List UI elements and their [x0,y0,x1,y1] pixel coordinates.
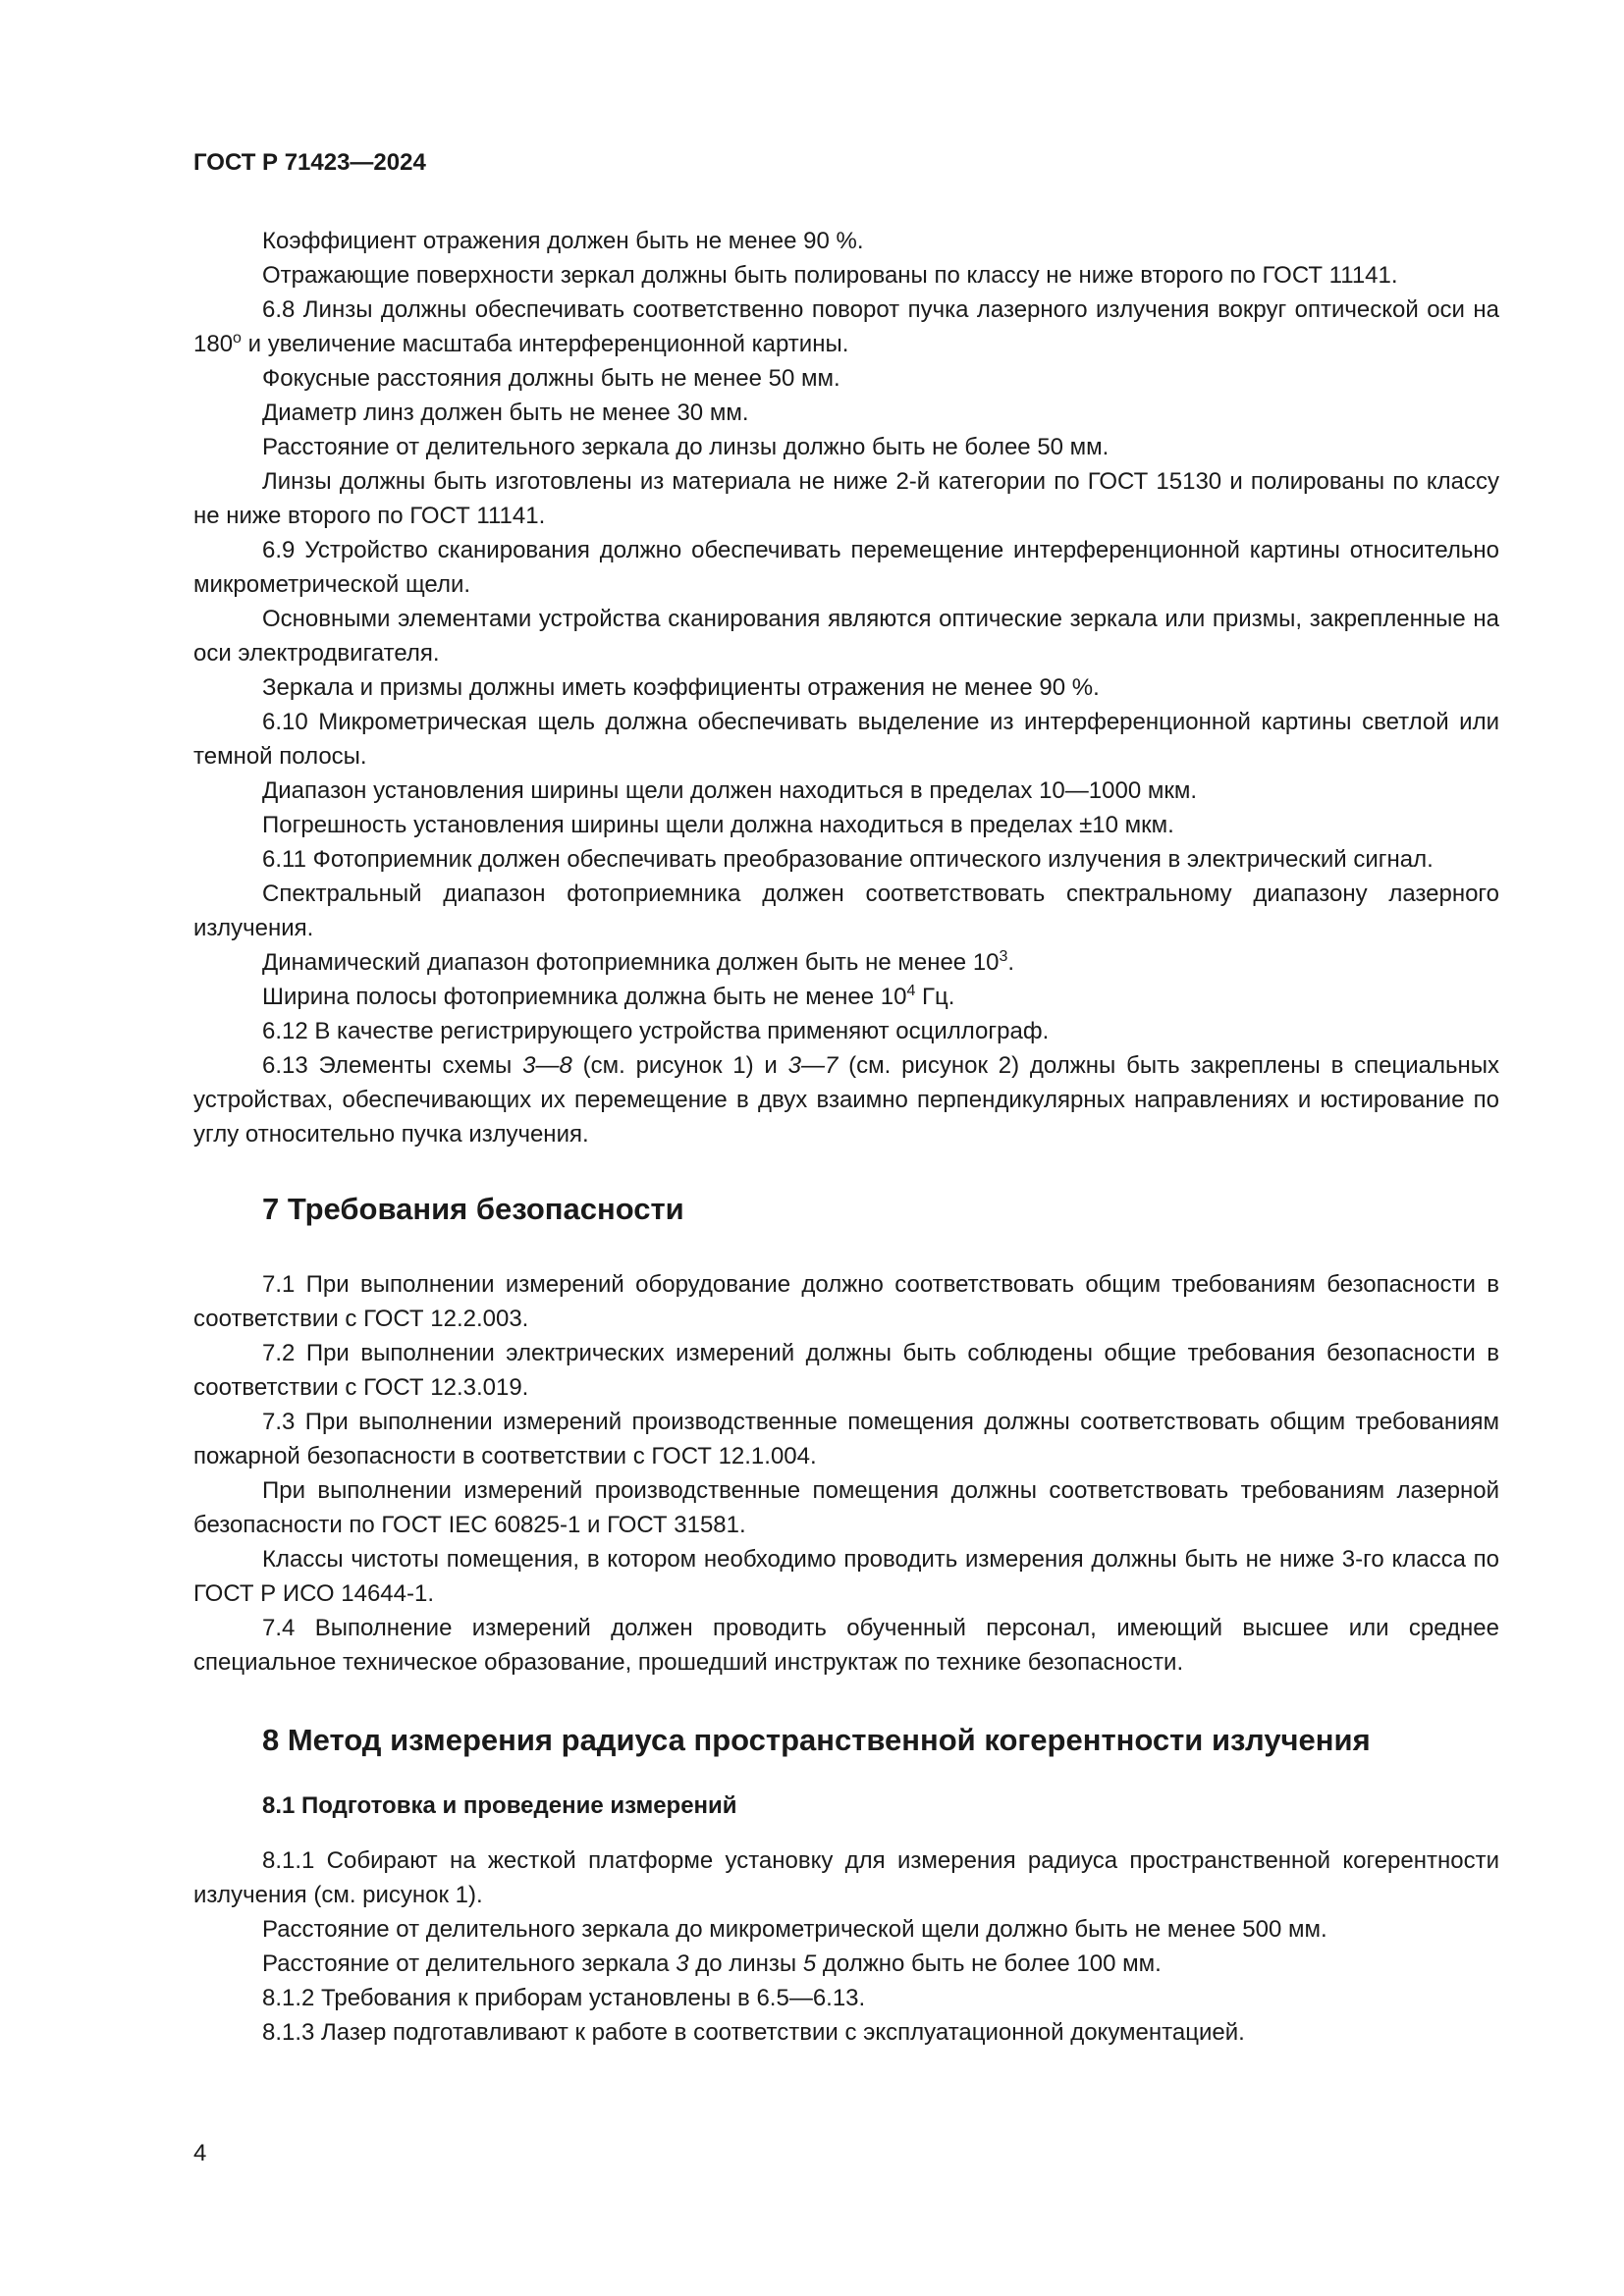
paragraph: Коэффициент отражения должен быть не менее 90 %. [262,228,864,254]
paragraph: При выполнении измерений производственные помещения должны соответствовать требованиям лазерной безопасности по ГОСТ IEC 60825-1 и ГОСТ 31581. [193,1477,1499,1538]
clause-6-11: 6.11 Фотоприемник должен обеспечивать преобразование оптического излучения в электрический сигнал. [262,846,1434,873]
clause-6-8: 6.8 Линзы должны обеспечивать соответственно поворот пучка лазерного излучения вокруг оптической оси на $180^о$ и увеличение масштаба интерференционной картины. [193,296,1499,357]
paragraph: Погрешность установления ширины щели должна находиться в пределах ±10 мкм. [262,812,1174,838]
paragraph: Классы чистоты помещения, в котором необходимо проводить измерения должны быть не ниже 3-го класса по ГОСТ Р ИСО 14644-1. [193,1546,1499,1607]
paragraph: Линзы должны быть изготовлены из материала не ниже 2-й категории по ГОСТ 15130 и полированы по классу не ниже второго по ГОСТ 11141. [193,468,1499,529]
document-header: ГОСТ Р 71423—2024 [193,149,426,176]
paragraph: Основными элементами устройства сканирования являются оптические зеркала или призмы, закрепленные на оси электродвигателя. [193,606,1499,667]
clause-7-1: 7.1 При выполнении измерений оборудование должно соответствовать общим требованиям безопасности в соответствии с ГОСТ 12.2.003. [193,1271,1499,1332]
paragraph: Ширина полосы фотоприемника должна быть не менее $10^4$ Гц. [262,983,955,1010]
clause-7-2: 7.2 При выполнении электрических измерений должны быть соблюдены общие требования безопасности в соответствии с ГОСТ 12.3.019. [193,1340,1499,1401]
page-body [193,224,1499,2050]
clause-6-10: 6.10 Микрометрическая щель должна обеспечивать выделение из интерференционной картины светлой или темной полосы. [193,709,1499,770]
section-7-heading: 7 Требования безопасности [262,1192,684,1226]
clause-7-4: 7.4 Выполнение измерений должен проводить обученный персонал, имеющий высшее или среднее специальное техническое образование, прошедший инструктаж по технике безопасности. [193,1615,1499,1676]
subsection-8-1-heading: 8.1 Подготовка и проведение измерений [262,1792,737,1819]
clause-8-1-2: 8.1.2 Требования к приборам установлены в 6.5—6.13. [262,1985,866,2011]
clause-6-12: 6.12 В качестве регистрирующего устройства применяют осциллограф. [262,1018,1050,1044]
clause-7-3: 7.3 При выполнении измерений производственные помещения должны соответствовать общим требованиям пожарной безопасности в соответствии с ГОСТ 12.1.004. [193,1409,1499,1469]
paragraph: Фокусные расстояния должны быть не менее 50 мм. [262,365,840,392]
paragraph: Динамический диапазон фотоприемника должен быть не менее $10^3$. [262,948,1015,976]
paragraph: Расстояние от делительного зеркала до линзы должно быть не более 50 мм. [262,434,1110,460]
paragraph: Диапазон установления ширины щели должен находиться в пределах 10—1000 мкм. [262,777,1198,804]
paragraph: Зеркала и призмы должны иметь коэффициенты отражения не менее 90 %. [262,674,1100,701]
clause-6-13: 6.13 Элементы схемы 3—8 (см. рисунок 1) и 3—7 (см. рисунок 2) должны быть закреплены в специальных устройствах, обеспечивающих их перемещение в двух взаимно перпендикулярных направлениях и юстирование по углу относительно пучка излучения. [193,1052,1499,1148]
clause-6-9: 6.9 Устройство сканирования должно обеспечивать перемещение интерференционной картины относительно микрометрической щели. [193,537,1499,598]
paragraph: Расстояние от делительного зеркала до микрометрической щели должно быть не менее 500 мм. [262,1916,1327,1943]
section-8-heading: 8 Метод измерения радиуса пространственной когерентности излучения [262,1723,1371,1757]
paragraph: Диаметр линз должен быть не менее 30 мм. [262,400,749,426]
paragraph: Отражающие поверхности зеркал должны быть полированы по классу не ниже второго по ГОСТ 11141. [262,262,1398,289]
clause-8-1-3: 8.1.3 Лазер подготавливают к работе в соответствии с эксплуатационной документацией. [262,2019,1245,2046]
page-number: 4 [193,2140,207,2166]
clause-8-1-1: 8.1.1 Собирают на жесткой платформе установку для измерения радиуса пространственной когерентности излучения (см. рисунок 1). [193,1847,1499,1908]
paragraph: Спектральный диапазон фотоприемника должен соответствовать спектральному диапазону лазерного излучения. [193,881,1499,941]
paragraph: Расстояние от делительного зеркала 3 до линзы 5 должно быть не более 100 мм. [262,1950,1162,1977]
